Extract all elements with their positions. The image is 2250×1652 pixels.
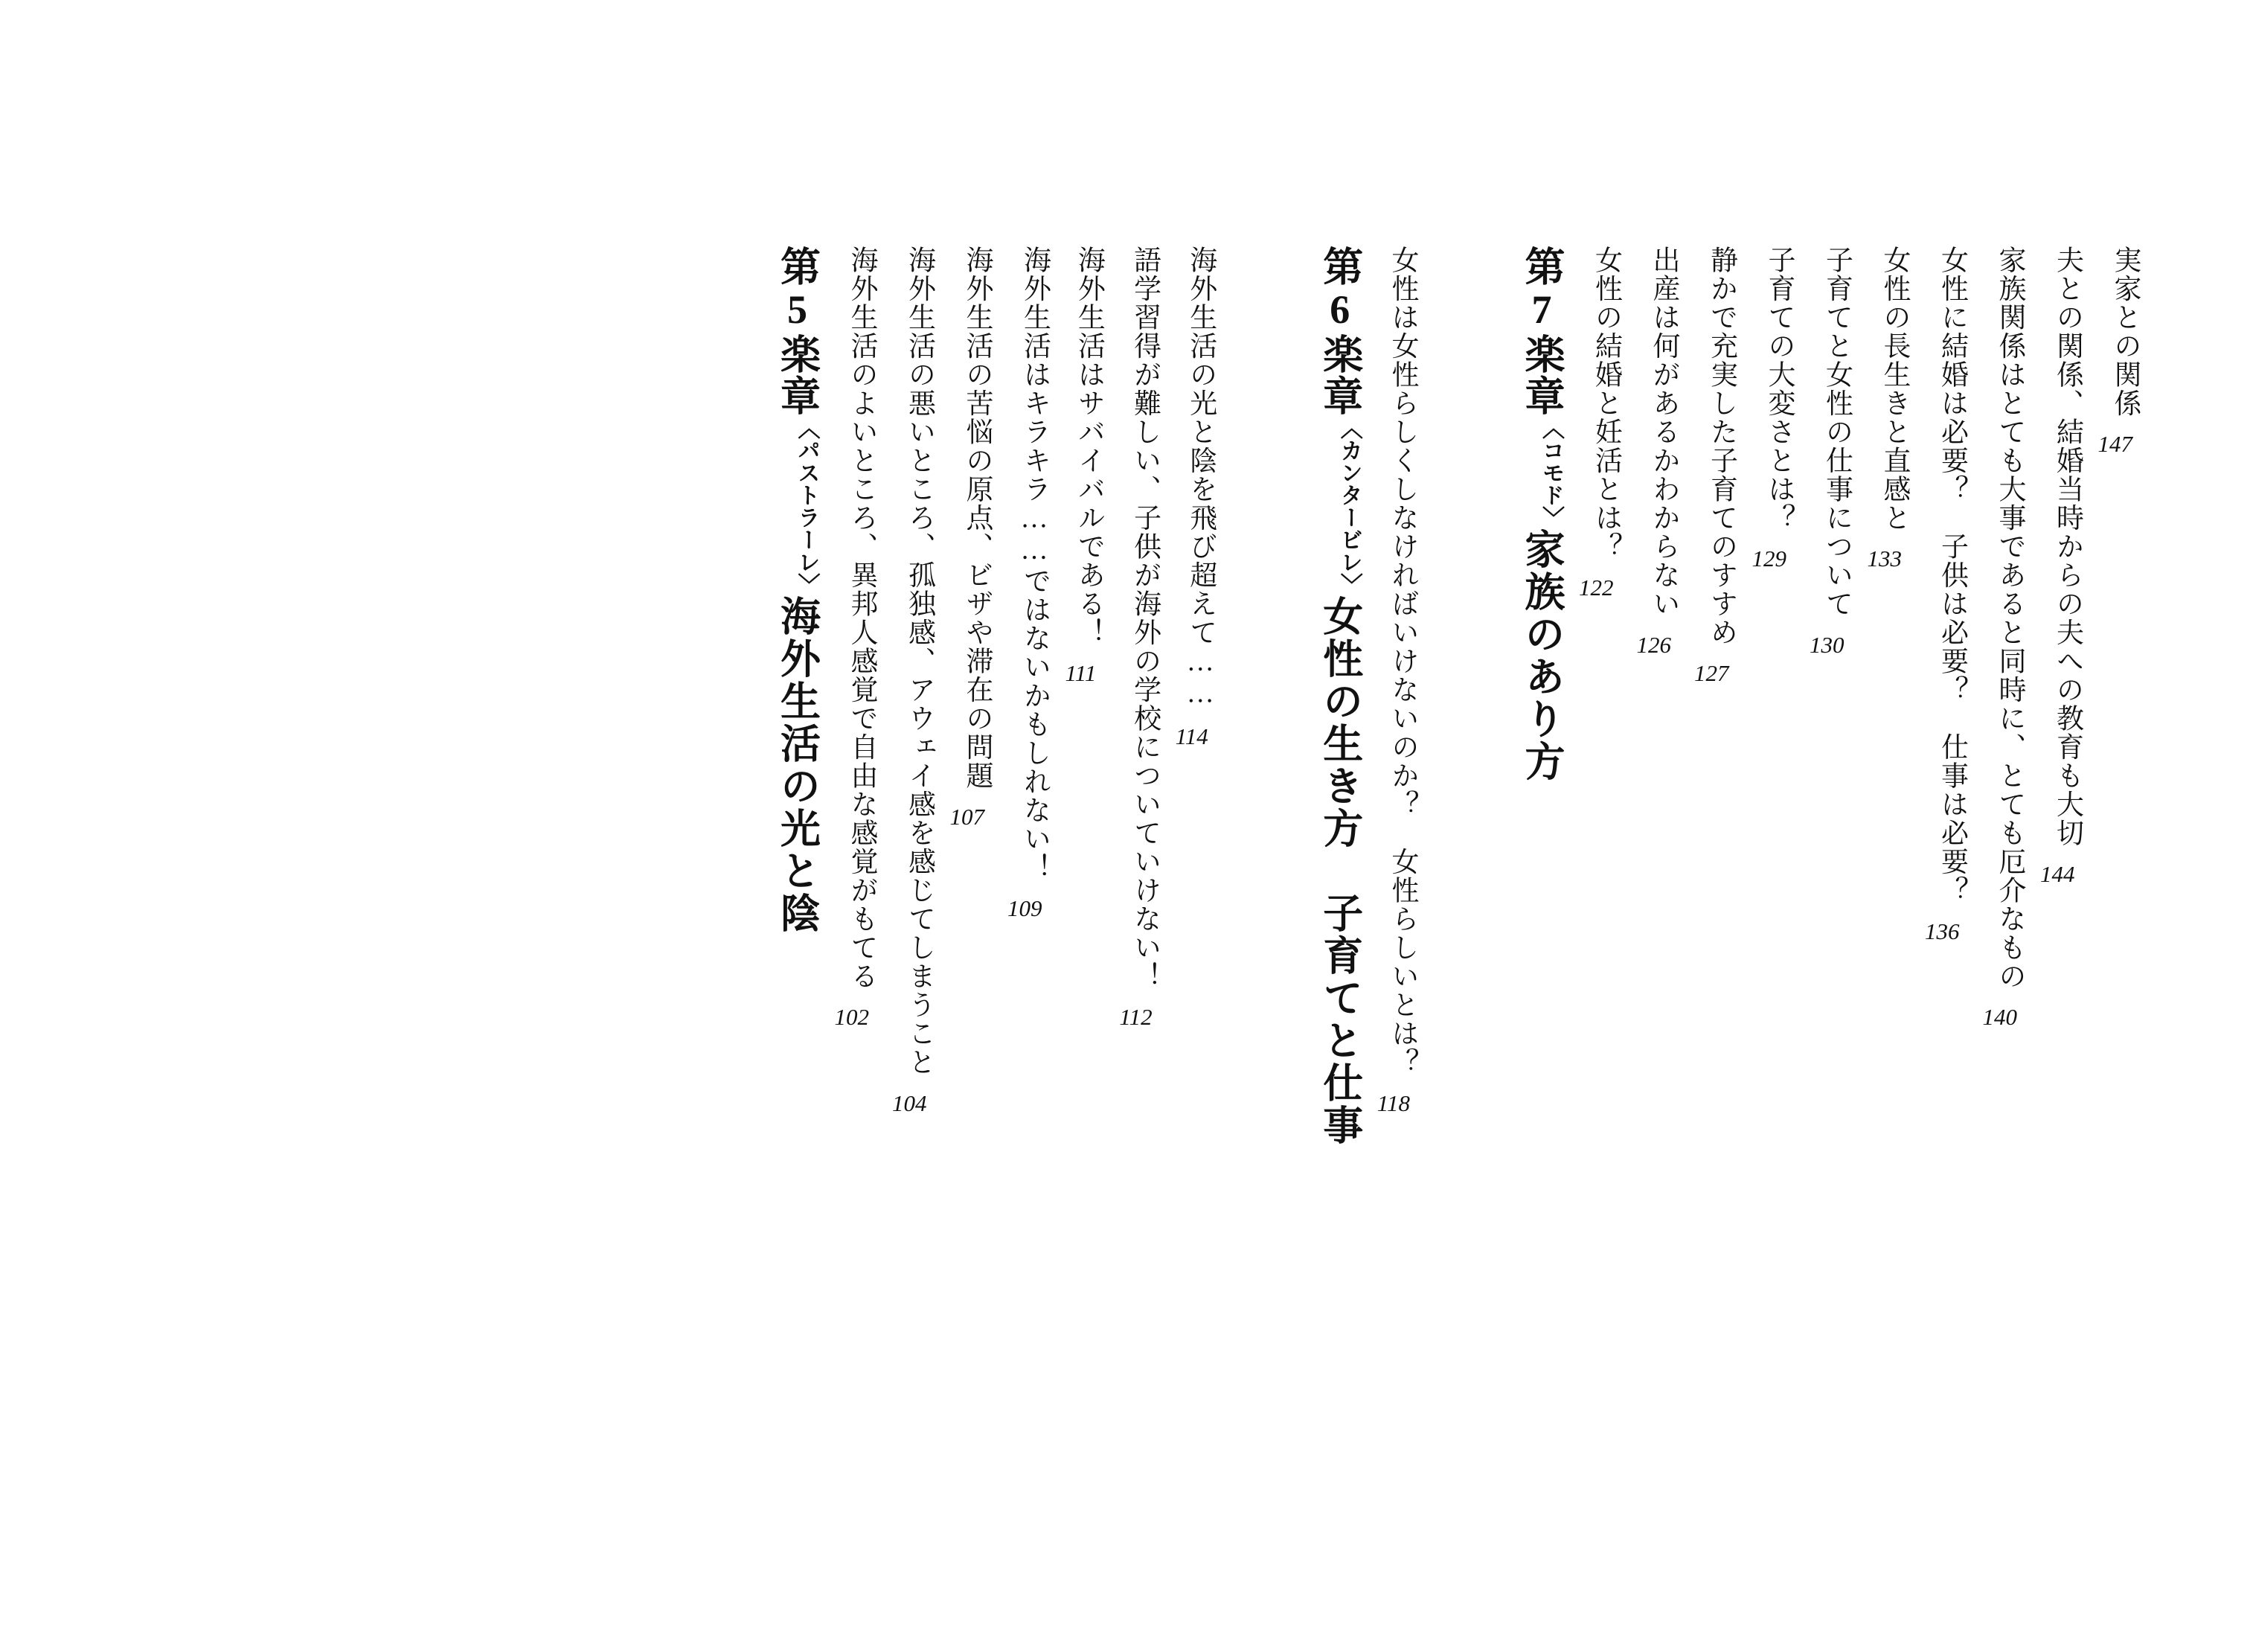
toc-entry-text: 海外生活はキラキラ……ではないかもしれない！ [1019, 246, 1050, 882]
toc-entry-text: 女性の長生きと直感と [1879, 246, 1909, 532]
toc-entry-page: 118 [1376, 1089, 1410, 1116]
toc-entry-page: 144 [2040, 860, 2075, 887]
toc-entry[interactable] [834, 246, 876, 1030]
toc-entry[interactable] [1810, 246, 1852, 658]
toc-entry-text: 海外生活はサバイバルである！ [1073, 246, 1104, 647]
toc-entry-text: 子育てと女性の仕事について [1821, 246, 1852, 618]
chapter-number-6: 第6楽章 [1317, 246, 1362, 417]
chapter-entries-7-continued [1966, 246, 2139, 1511]
toc-entry-page: 130 [1810, 631, 1844, 658]
toc-entry[interactable] [2097, 246, 2140, 457]
chapter-block-6 [1286, 246, 1416, 1511]
chapter-reading-7: 〈コモド〉 [1539, 417, 1563, 528]
chapter-title-7: 家族のあり方 [1519, 528, 1564, 783]
toc-entry-page: 107 [949, 803, 984, 830]
chapter-heading-6[interactable] [1317, 246, 1362, 1147]
toc-entry-text: 海外生活の苦悩の原点、ビザや滞在の問題 [961, 246, 992, 790]
toc-entry-text: 海外生活の光と陰を飛び超えて…… [1185, 246, 1216, 710]
chapter-block-7 [1487, 246, 1966, 1511]
table-of-contents [743, 246, 2138, 1511]
toc-entry[interactable] [2040, 246, 2083, 887]
toc-entry-page: 122 [1579, 574, 1614, 601]
toc-entry-page: 140 [1982, 1004, 2017, 1030]
toc-entry[interactable] [1579, 246, 1621, 601]
toc-entry[interactable] [891, 246, 935, 1116]
toc-entry-page: 112 [1119, 1004, 1153, 1030]
chapter-title-5: 海外生活の光と陰 [775, 595, 820, 935]
toc-entry[interactable] [1925, 246, 1967, 944]
toc-entry-text: 子育ての大変さとは？ [1763, 246, 1794, 532]
toc-entry-page: 111 [1065, 660, 1097, 686]
toc-entry[interactable] [1694, 246, 1737, 686]
toc-entry-page: 126 [1636, 631, 1671, 658]
toc-entry-text: 海外生活の悪いところ、孤独感、アウェイ感を感じてしまうこと [903, 246, 935, 1077]
toc-entry-text: 夫との関係、結婚当時からの夫への教育も大切 [2051, 246, 2083, 848]
chapter-title-6: 女性の生き方 子育てと仕事 [1317, 595, 1362, 1147]
toc-entry-page: 104 [891, 1089, 927, 1116]
toc-entry[interactable] [1636, 246, 1679, 658]
toc-entry-text: 女性に結婚は必要？ 子供は必要？ 仕事は必要？ [1936, 246, 1967, 905]
chapter-reading-5: 〈パストラーレ〉 [794, 417, 819, 595]
chapter-entries-7 [1562, 246, 1966, 1511]
toc-entry-page: 133 [1867, 545, 1902, 572]
chapter-entries-5 [817, 246, 1214, 1511]
chapter-number-7: 第7楽章 [1519, 246, 1564, 417]
toc-entry[interactable] [1982, 246, 2025, 1030]
toc-entry-page: 109 [1007, 895, 1042, 921]
chapter-block-5 [743, 246, 1214, 1511]
chapter-heading-7[interactable] [1519, 246, 1564, 783]
toc-entry-text: 女性は女性らしくしなければいけないのか？ 女性らしいとは？ [1387, 246, 1417, 1077]
toc-entry-page: 127 [1694, 660, 1729, 686]
toc-entry[interactable] [1751, 246, 1794, 572]
toc-entry-text: 実家との関係 [2109, 246, 2140, 417]
toc-entry-text: 海外生活のよいところ、異邦人感覚で自由な感覚がもてる [845, 246, 876, 990]
toc-entry-text: 語学習得が難しい、子供が海外の学校についていけない！ [1129, 246, 1160, 990]
chapter-reading-6: 〈カンタービレ〉 [1336, 417, 1362, 595]
toc-entry-page: 129 [1751, 545, 1786, 572]
chapter-number-5: 第5楽章 [775, 246, 820, 417]
toc-entry-text: 女性の結婚と妊活とは？ [1590, 246, 1621, 561]
toc-entry[interactable] [1175, 246, 1216, 749]
toc-entry[interactable] [1867, 246, 1909, 572]
toc-entry[interactable] [1376, 246, 1417, 1116]
toc-entry-page: 102 [834, 1004, 869, 1030]
toc-entry-text: 出産は何があるかわからない [1648, 246, 1679, 618]
toc-entry-page: 114 [1175, 723, 1208, 749]
toc-entry[interactable] [949, 246, 992, 830]
toc-entry-page: 147 [2097, 431, 2132, 457]
toc-entry-text: 家族関係はとても大事であると同時に、とても厄介なもの [1994, 246, 2025, 990]
chapter-heading-5[interactable] [775, 246, 820, 935]
chapter-entries-6 [1360, 246, 1416, 1511]
chapter-block-7-continued [1966, 246, 2139, 1511]
toc-entry[interactable] [1119, 246, 1160, 1030]
toc-entry-page: 136 [1925, 918, 1960, 944]
toc-entry-text: 静かで充実した子育てのすすめ [1705, 246, 1737, 647]
toc-entry[interactable] [1065, 246, 1104, 686]
toc-entry[interactable] [1007, 246, 1050, 921]
